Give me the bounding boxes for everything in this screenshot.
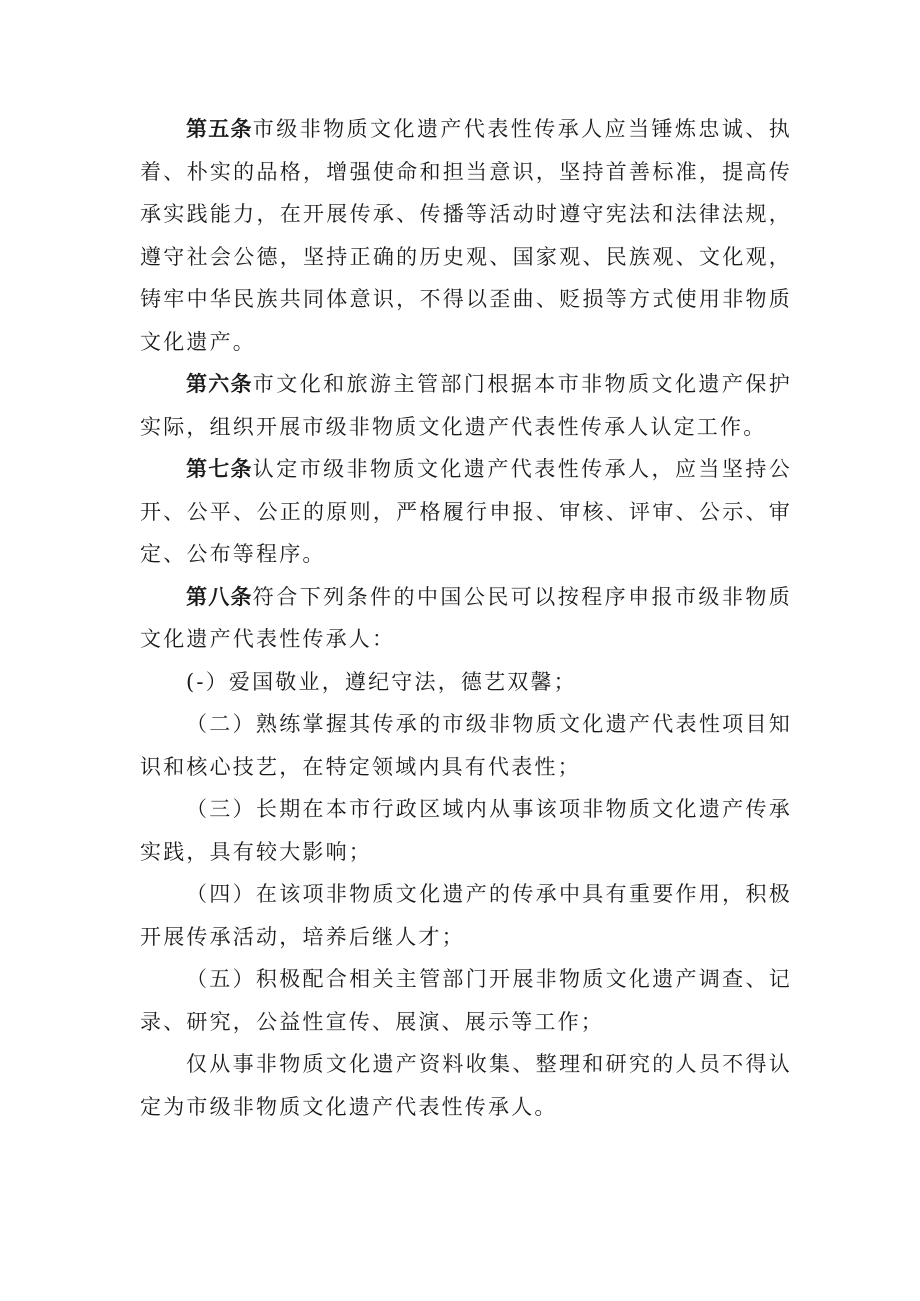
article-7-label: 第七条	[186, 456, 253, 481]
article-6-label: 第六条	[186, 371, 253, 396]
document-body	[140, 108, 792, 1128]
article-5-text: 市级非物质文化遗产代表性传承人应当锤炼忠诚、执着、朴实的品格，增强使命和担当意识，坚持首善标准，提高传承实践能力，在开展传承、传播等活动时遵守宪法和法律法规，遵守社会公德，坚持正确的历史观、国家观、民族观、文化观，铸牢中华民族共同体意识，不得以歪曲、贬损等方式使用非物质文化遗产。	[140, 117, 793, 354]
article-8	[140, 576, 792, 661]
article-6-text: 市文化和旅游主管部门根据本市非物质文化遗产保护实际，组织开展市级非物质文化遗产代表性传承人认定工作。	[140, 372, 793, 439]
article-6	[140, 363, 792, 448]
condition-item-1: (-）爱国敬业，遵纪守法，德艺双馨；	[186, 669, 577, 694]
article-8-label: 第八条	[186, 583, 253, 609]
condition-item-4: （四）在该项非物质文化遗产的传承中具有重要作用，积极开展传承活动，培养后继人才；	[140, 882, 792, 949]
article-5	[140, 108, 792, 363]
article-8-text: 符合下列条件的中国公民可以按程序申报市级非物质文化遗产代表性传承人：	[140, 584, 793, 651]
condition-item-5: （五）积极配合相关主管部门开展非物质文化遗产调查、记录、研究，公益性宣传、展演、展示等工作；	[140, 967, 792, 1034]
condition-item-2: （二）熟练掌握其传承的市级非物质文化遗产代表性项目知识和核心技艺，在特定领域内具有代表性；	[140, 712, 792, 779]
closing-paragraph: 仅从事非物质文化遗产资料收集、整理和研究的人员不得认定为市级非物质文化遗产代表性传承人。	[140, 1052, 792, 1119]
article-5-label: 第五条	[186, 116, 253, 141]
article-7-text: 认定市级非物质文化遗产代表性传承人，应当坚持公开、公平、公正的原则，严格履行申报、审核、评审、公示、审定、公布等程序。	[140, 457, 793, 566]
condition-item-3: （三）长期在本市行政区域内从事该项非物质文化遗产传承实践，具有较大影响；	[140, 797, 792, 864]
article-7	[140, 448, 792, 576]
